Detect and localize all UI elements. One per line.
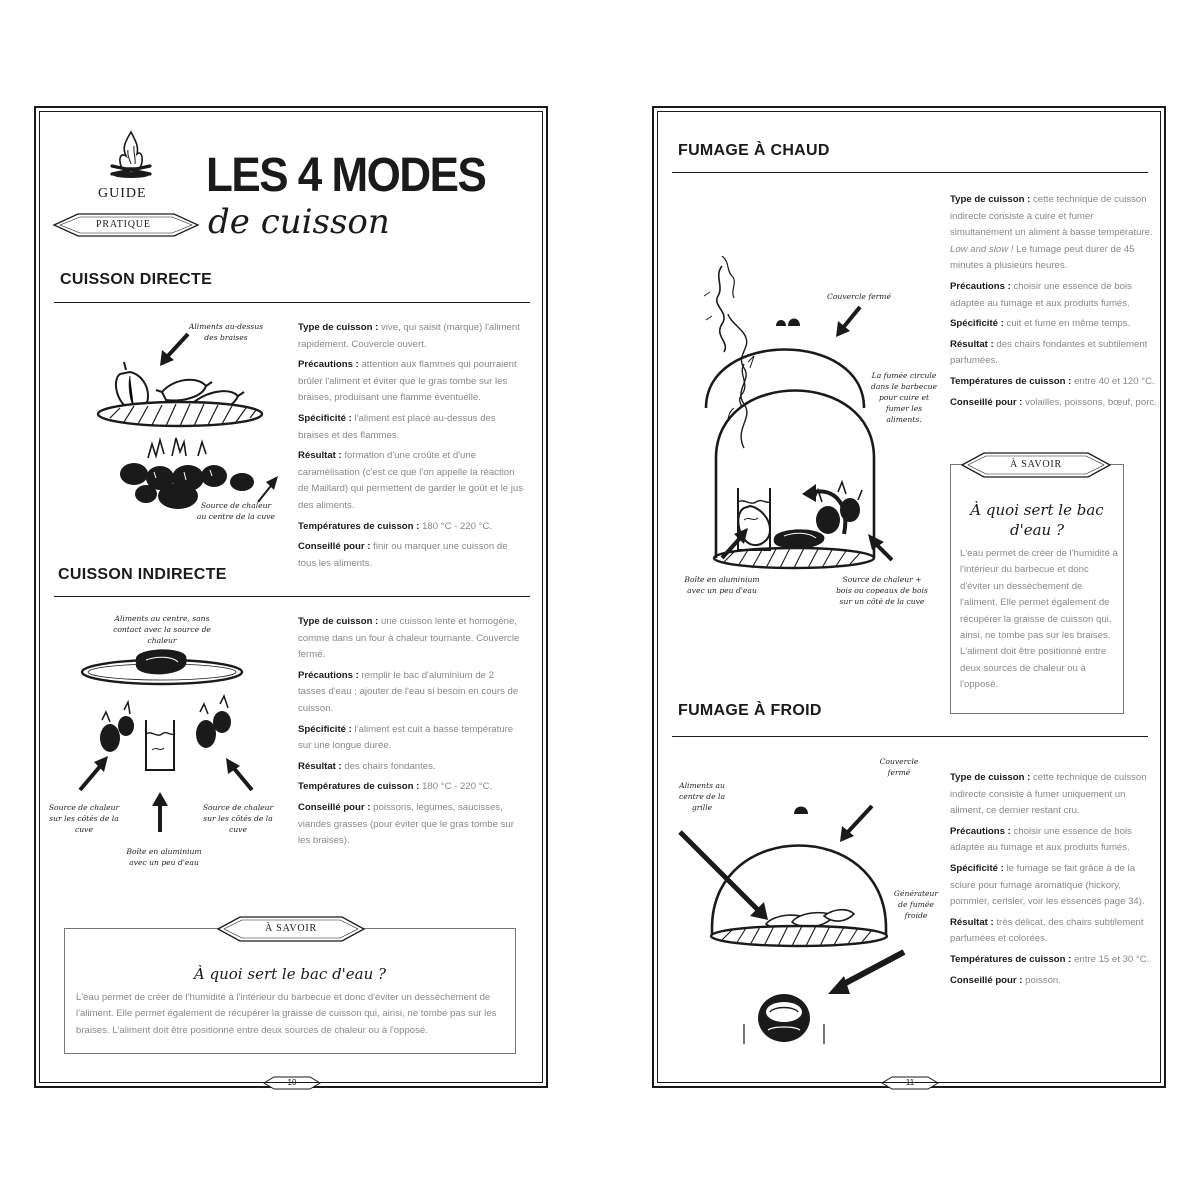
value-type: cette technique de cuisson indirecte consiste à cuire et fumer simultanément un aliment à basse température.: [950, 194, 1153, 239]
value-specificite: le fumage se fait grâce à de la sciure pour fumage aromatique (hickory, pommier, cerisier, voir les essences page 34).: [950, 862, 1145, 908]
caption-direct-heat: Source de chaleur au centre de la cuve: [196, 501, 276, 521]
label-type: Type de cuisson :: [950, 194, 1031, 205]
label-type: Type de cuisson :: [298, 616, 379, 627]
savoir-text: L'eau permet de créer de l'humidité à l'intérieur du barbecue et donc d'éviter un dessèchement de l'aliment. Elle permet également de récupérer la graisse de cuisson qui, ainsi, ne tombe pas sur les braises. L'aliment doit être positionné entre deux sources de chaleur ou à l'opposé.: [76, 992, 497, 1036]
page-number: 10: [287, 1078, 297, 1087]
value-type: vive, qui saisit (marque) l'aliment rapidement. Couvercle ouvert.: [298, 322, 520, 350]
label-specificite: Spécificité :: [950, 862, 1004, 874]
label-specificite: Spécificité :: [950, 318, 1004, 330]
lid-arrow-icon: [830, 303, 866, 343]
value-type-italic: Low and slow !: [950, 243, 1014, 255]
section-title-froid: FUMAGE À FROID: [678, 702, 822, 719]
section-rule: [672, 736, 1148, 737]
section-title-chaud: FUMAGE À CHAUD: [678, 142, 830, 159]
value-resultat: des chairs fondantes et subtilement parfumées.: [950, 338, 1148, 367]
label-temperatures: Températures de cuisson :: [950, 953, 1072, 965]
label-conseille: Conseillé pour :: [950, 974, 1023, 986]
text-block-froid: [950, 770, 1158, 993]
campfire-logo-icon: [106, 126, 156, 182]
value-precautions: choisir une essence de bois adaptée au fumage et aux produits fumés.: [950, 280, 1132, 309]
caption-hot-smoke: La fumée circule dans le barbecue pour cuire et fumer les aliments.: [871, 371, 937, 424]
value-specificite: l'aliment est cuit à basse température sur une longue durée.: [298, 723, 514, 752]
caption-hot-box: Boîte en aluminium avec un peu d'eau: [684, 575, 760, 595]
value-precautions: attention aux flammes qui pourraient brûler l'aliment et éviter que le gras tombe sur les braises, produisant une flamme éventuelle.: [298, 359, 517, 404]
section-rule: [54, 596, 530, 597]
caption-indirect-box: Boîte en aluminium avec un peu d'eau: [126, 847, 202, 867]
right-page: [652, 106, 1166, 1088]
label-conseille: Conseillé pour :: [298, 801, 371, 813]
caption-cold-generator: Générateur de fumée froide: [893, 889, 939, 920]
value-conseille: finir ou marquer une cuisson de tous les aliments.: [298, 541, 508, 569]
label-type: Type de cuisson :: [950, 772, 1031, 783]
value-temperatures: entre 40 et 120 °C.: [1074, 375, 1155, 387]
value-specificite: l'aliment est placé au-dessus des braises et des flammes.: [298, 412, 496, 441]
caption-cold-food: Aliments au centre de la grille: [679, 781, 725, 812]
direct-cooking-illustration: [90, 326, 280, 520]
savoir-question: À quoi sert le bac d'eau ?: [193, 965, 387, 983]
label-conseille: Conseillé pour :: [950, 396, 1023, 408]
savoir-question: À quoi sert le bac d'eau ?: [970, 501, 1104, 539]
section-title-indirecte: CUISSON INDIRECTE: [58, 566, 227, 583]
cold-smoking-illustration: [674, 798, 944, 1048]
value-type: cette technique de cuisson indirecte consiste à fumer uniquement un aliment, ce dernier restant cru.: [950, 772, 1147, 817]
value-specificite: cuit et fume en même temps.: [1006, 318, 1131, 330]
label-resultat: Résultat :: [950, 338, 994, 350]
value-resultat: formation d'une croûte et d'une caramélisation (c'est ce que l'on appelle la réaction de Maillard) qui permettent de garder le goût et le jus des aliments.: [298, 450, 524, 511]
left-page: [34, 106, 548, 1088]
label-specificite: Spécificité :: [298, 723, 352, 735]
label-temperatures: Températures de cuisson :: [298, 520, 420, 532]
value-resultat: des chairs fondantes.: [344, 760, 436, 772]
label-conseille: Conseillé pour :: [298, 541, 371, 553]
savoir-text: L'eau permet de créer de l'humidité à l'intérieur du barbecue et donc d'éviter un dessèchement de l'aliment. Elle permet également de récupérer la graisse de cuisson qui, ainsi, ne tombe pas sur les braises. L'aliment doit être positionné entre deux sources de chaleur ou à l'opposé.: [960, 548, 1118, 691]
pratique-label: PRATIQUE: [96, 219, 151, 230]
label-precautions: Précautions :: [298, 359, 359, 371]
savoir-tag: À SAVOIR: [1009, 459, 1063, 470]
label-precautions: Précautions :: [950, 825, 1011, 837]
section-rule: [54, 302, 530, 303]
value-temperatures: 180 °C - 220 °C.: [422, 520, 493, 532]
text-block-directe: [298, 320, 524, 576]
value-temperatures: 180 °C - 220 °C.: [422, 781, 493, 793]
label-temperatures: Températures de cuisson :: [950, 375, 1072, 387]
label-precautions: Précautions :: [950, 280, 1011, 292]
page-number: 11: [905, 1078, 915, 1087]
caption-cold-lid: Couvercle fermé: [879, 757, 919, 777]
section-title-directe: CUISSON DIRECTE: [60, 271, 213, 288]
guide-label: GUIDE: [98, 186, 147, 201]
label-resultat: Résultat :: [298, 450, 342, 462]
label-temperatures: Températures de cuisson :: [298, 781, 420, 793]
value-resultat: très délicat, des chairs subtilement parfumées et colorées.: [950, 916, 1144, 945]
value-conseille: volailles, poissons, bœuf, porc.: [1025, 396, 1157, 408]
caption-indirect-food: Aliments au centre, sans contact avec la source de chaleur: [113, 614, 211, 645]
section-rule: [672, 172, 1148, 173]
label-specificite: Spécificité :: [298, 412, 352, 424]
value-type-2: Le fumage peut durer de 45 minutes à plusieurs heures.: [950, 243, 1135, 272]
value-precautions: remplir le bac d'aluminium de 2 tasses d'eau ; ajouter de l'eau si besoin en cours de cuisson.: [298, 669, 519, 714]
caption-direct-food: Aliments au-dessus des braises: [188, 322, 264, 342]
savoir-tag: À SAVOIR: [264, 923, 318, 934]
value-temperatures: entre 15 et 30 °C.: [1074, 953, 1150, 965]
caption-indirect-right: Source de chaleur sur les côtés de la cuve: [202, 803, 274, 834]
label-resultat: Résultat :: [950, 916, 994, 928]
label-resultat: Résultat :: [298, 760, 342, 772]
caption-indirect-left: Source de chaleur sur les côtés de la cuve: [48, 803, 120, 834]
page-title: LES 4 MODES: [206, 148, 486, 202]
hot-smoking-base-icon: [714, 480, 904, 570]
value-conseille: poissons, légumes, saucisses, viandes grasses (pour éviter que le gras tombe sur les braises).: [298, 801, 514, 847]
page-subtitle: de cuisson: [208, 202, 390, 242]
text-block-chaud: [950, 192, 1158, 415]
text-block-indirecte: [298, 614, 524, 854]
value-conseille: poisson.: [1025, 974, 1061, 986]
label-precautions: Précautions :: [298, 669, 359, 681]
label-type: Type de cuisson :: [298, 322, 379, 333]
caption-hot-heat: Source de chaleur + bois ou copeaux de bois sur un côté de la cuve: [836, 575, 928, 606]
value-type: une cuisson lente et homogène, comme dans un four à chaleur tournante. Couvercle fermé.: [298, 616, 520, 661]
value-precautions: choisir une essence de bois adaptée au fumage et aux produits fumés.: [950, 825, 1132, 854]
caption-hot-lid: Couvercle fermé: [827, 292, 891, 301]
